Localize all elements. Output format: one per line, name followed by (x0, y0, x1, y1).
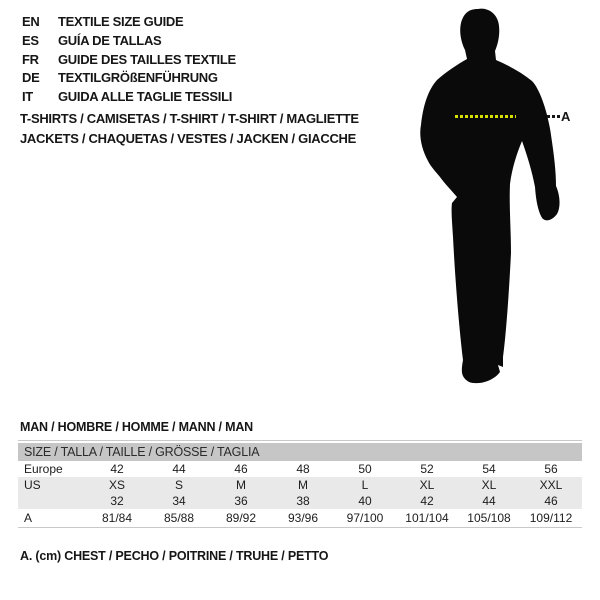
row-label: US (24, 478, 41, 492)
table-cell: 34 (172, 494, 186, 508)
size-table (18, 443, 582, 528)
table-cell: XL (419, 478, 435, 492)
row-label: A (24, 511, 33, 525)
table-cell: XXL (539, 478, 563, 492)
table-row-chest (18, 509, 582, 527)
table-cell: 50 (358, 462, 372, 476)
table-row-uk (18, 493, 582, 509)
language-code: ES (22, 32, 39, 48)
table-cell: 44 (172, 462, 186, 476)
language-row (22, 69, 236, 88)
table-cell: 97/100 (346, 511, 384, 525)
table-cell: M (236, 478, 246, 492)
table-cell: L (361, 478, 369, 492)
table-cell: 52 (420, 462, 434, 476)
language-code: FR (22, 51, 39, 67)
language-row (22, 51, 236, 70)
language-label: TEXTILE SIZE GUIDE (58, 14, 184, 29)
language-row (22, 13, 236, 32)
language-label: GUIDA ALLE TAGLIE TESSILI (58, 89, 233, 105)
language-code: DE (22, 70, 40, 86)
language-row (22, 32, 236, 51)
table-cell: M (298, 478, 308, 492)
language-label: GUIDE DES TAILLES TEXTILE (58, 51, 236, 67)
language-label: GUÍA DE TALLAS (58, 32, 162, 48)
table-cell: 56 (544, 462, 558, 476)
table-cell: 32 (110, 494, 124, 508)
section-title-man: MAN / HOMBRE / HOMME / MANN / MAN (20, 420, 253, 434)
language-row (22, 88, 236, 107)
table-row-us (18, 477, 582, 493)
category-line-tshirts: T-SHIRTS / CAMISETAS / T-SHIRT / T-SHIRT / MAGLIETTE (20, 111, 359, 126)
table-cell: 93/96 (287, 511, 319, 525)
table-cell: 109/112 (529, 511, 573, 525)
table-cell: 38 (296, 494, 310, 508)
category-line-jackets: JACKETS / CHAQUETAS / VESTES / JACKEN / GIACCHE (20, 130, 356, 146)
table-top-rule (18, 440, 582, 441)
chest-measure-dashes-inner (455, 115, 516, 118)
language-label: TEXTILGRÖßENFÜHRUNG (58, 70, 218, 86)
table-cell: 46 (234, 462, 248, 476)
table-cell: 44 (482, 494, 496, 508)
table-cell: 81/84 (101, 511, 133, 525)
category-titles (20, 109, 359, 148)
table-cell: 42 (110, 462, 124, 476)
language-code: IT (22, 89, 33, 105)
table-row-europe (18, 461, 582, 477)
table-cell: 101/104 (405, 511, 449, 525)
table-cell: 46 (544, 494, 558, 508)
table-cell: S (174, 478, 183, 492)
language-list (22, 13, 236, 107)
table-cell: 40 (358, 494, 372, 508)
table-cell: 105/108 (467, 511, 511, 525)
measurement-a-label: A (561, 109, 571, 124)
table-cell: 85/88 (163, 511, 195, 525)
table-cell: 36 (234, 494, 248, 508)
table-cell: 42 (420, 494, 434, 508)
man-silhouette-icon (415, 5, 565, 390)
table-cell: 54 (482, 462, 496, 476)
row-label: Europe (24, 462, 63, 476)
measurement-footnote: A. (cm) CHEST / PECHO / POITRINE / TRUHE / PETTO (20, 549, 329, 563)
language-code: EN (22, 14, 40, 29)
chest-measure-dashes-outer (547, 115, 560, 118)
table-cell: 89/92 (225, 511, 257, 525)
table-cell: 48 (296, 462, 310, 476)
table-cell: XL (481, 478, 497, 492)
size-table-header: SIZE / TALLA / TAILLE / GRÖSSE / TAGLIA (18, 443, 582, 461)
table-cell: XS (108, 478, 125, 492)
